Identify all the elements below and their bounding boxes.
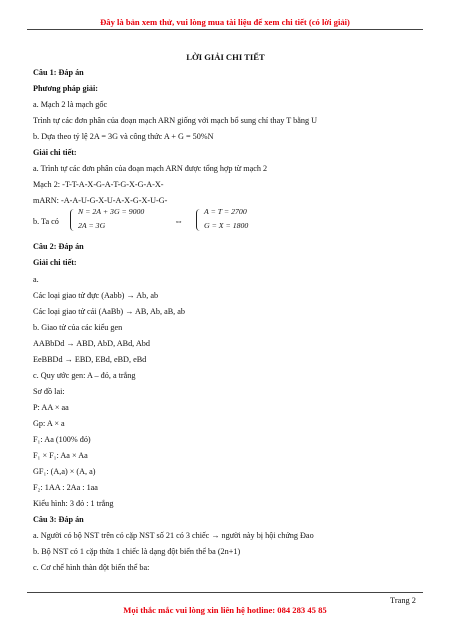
q2-line: Các loại giao tử đực (Aabb) → Ab, ab xyxy=(33,290,159,300)
q1-method-heading: Phương pháp giải: xyxy=(33,84,98,94)
header-rule xyxy=(27,29,423,30)
q3-line: b. Bộ NST có 1 cặp thừa 1 chiếc là dạng đột biến thể ba (2n+1) xyxy=(33,547,241,557)
footer-rule xyxy=(27,592,423,593)
page-number: Trang 2 xyxy=(390,596,416,605)
q2-heading: Câu 2: Đáp án xyxy=(33,242,84,252)
page-title: LỜI GIẢI CHI TIẾT xyxy=(186,52,265,62)
q2-line: F₁ × F₁: Aa × Aa xyxy=(33,451,88,461)
q1-detail-line: Mạch 2: -T-T-A-X-G-A-T-G-X-G-A-X- xyxy=(33,180,164,190)
q1-heading: Câu 1: Đáp án xyxy=(33,68,84,77)
equation: G = X = 1800 xyxy=(204,221,249,231)
brace-right xyxy=(196,209,202,231)
equivalence-symbol: ⇔ xyxy=(174,216,183,227)
equation: 2A = 3G xyxy=(78,221,106,231)
q2-line: EeBBDd → EBD, EBd, eBD, eBd xyxy=(33,354,147,364)
q2-line: AABbDd → ABD, AbD, ABd, Abd xyxy=(33,338,150,348)
q1-method-line: Trình tự các đơn phân của đoạn mạch ARN giống với mạch bổ sung chỉ thay T bằng U xyxy=(33,116,317,126)
q2-line: a. xyxy=(33,274,39,284)
document-body xyxy=(33,49,418,576)
hotline-banner: Mọi thắc mắc vui lòng xin liên hệ hotline: 084 283 45 85 xyxy=(123,605,327,615)
q2-line: c. Quy ước gen: A – đỏ, a trắng xyxy=(33,370,136,380)
q2-line: P: AA × aa xyxy=(33,402,69,412)
q2-line: Các loại giao tử cái (AaBb) → AB, Ab, aB, ab xyxy=(33,306,186,316)
q1-detail-line: mARN: -A-A-U-G-X-U-A-X-G-X-U-G- xyxy=(33,196,168,206)
q2-line: Kiểu hình: 3 đỏ : 1 trắng xyxy=(33,499,114,509)
equation-system xyxy=(33,209,418,239)
q3-heading: Câu 3: Đáp án xyxy=(33,515,84,525)
q1-method-line: a. Mạch 2 là mạch gốc xyxy=(33,100,108,110)
brace-left xyxy=(70,209,76,231)
q2-line: GF₁: (A,a) × (A, a) xyxy=(33,467,96,477)
equation: A = T = 2700 xyxy=(204,207,247,217)
q1-detail-line: a. Trình tự các đơn phân của đoạn mạch ARN được tổng hợp từ mạch 2 xyxy=(33,164,268,174)
q2-line: F₁: Aa (100% đỏ) xyxy=(33,434,91,444)
preview-banner: Đây là bản xem thử, vui lòng mua tài liệu để xem chi tiết (có lời giải) xyxy=(100,17,350,27)
q2-detail-heading: Giải chi tiết: xyxy=(33,258,77,268)
q2-line: b. Giao tử của các kiểu gen xyxy=(33,322,123,332)
q1-detail-heading: Giải chi tiết: xyxy=(33,148,77,158)
q1-method-line: b. Dựa theo tỷ lệ 2A = 3G và công thức A + G = 50%N xyxy=(33,132,214,142)
q2-line: F₂: 1AA : 2Aa : 1aa xyxy=(33,483,98,493)
q3-line: a. Người có bộ NST trên có cặp NST số 21 có 3 chiếc → người này bị hội chứng Đao xyxy=(33,531,314,541)
q2-line: Sơ đồ lai: xyxy=(33,386,65,396)
equation: N = 2A + 3G = 9000 xyxy=(78,207,145,217)
q2-line: Gp: A × a xyxy=(33,418,65,428)
q3-line: c. Cơ chế hình thàn đột biến thể ba: xyxy=(33,563,150,573)
system-label: b. Ta có xyxy=(33,217,59,227)
